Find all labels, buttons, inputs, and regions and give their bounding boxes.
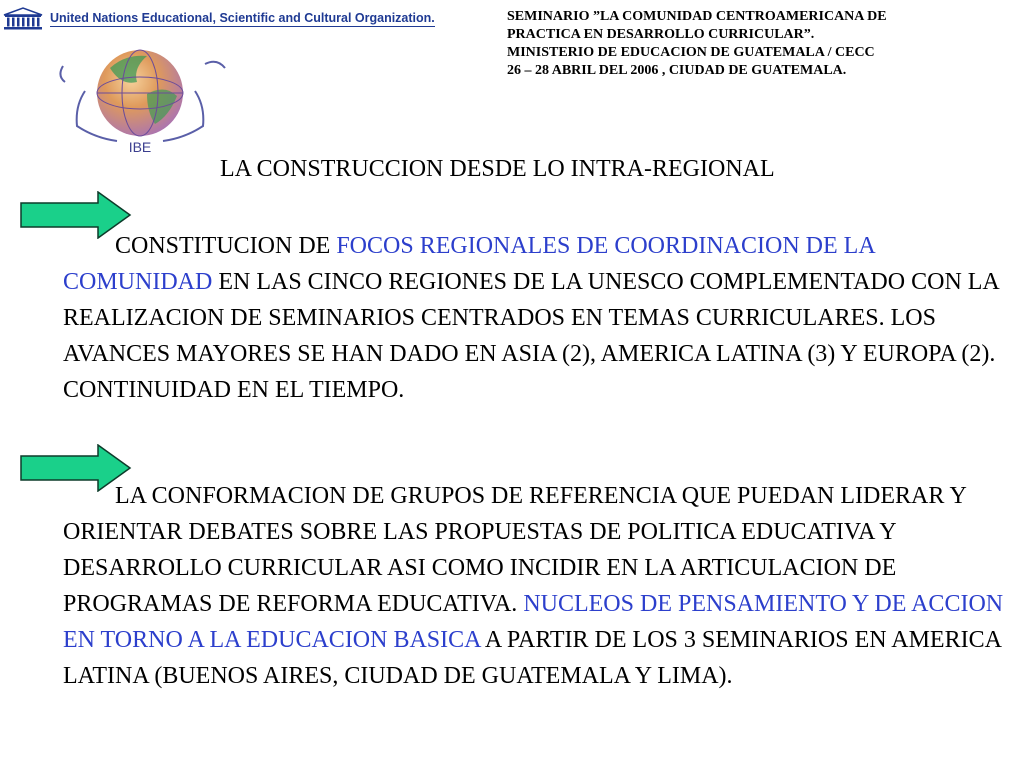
organization-name: United Nations Educational, Scientific and Cultural Organization. [50,11,435,25]
seminar-line-4: 26 – 28 ABRIL DEL 2006 , CIUDAD DE GUATEMALA. [507,63,847,78]
unesco-header [0,6,435,32]
slide-title: LA CONSTRUCCION DESDE LO INTRA-REGIONAL [220,156,775,182]
ibe-label: IBE [128,139,152,155]
point-2-text-after: A PARTIR DE LOS 3 SEMINARIOS EN AMERICA LATINA (BUENOS AIRES, CIUDAD DE GUATEMALA Y LIMA). [63,627,1001,689]
point-1-highlight: FOCOS REGIONALES DE COORDINACION DE LA COMUNIDAD [63,233,875,295]
seminar-line-1: SEMINARIO ”LA COMUNIDAD CENTROAMERICANA DE [507,9,887,24]
unesco-temple-logo-icon [2,7,44,31]
point-2-text-before: LA CONFORMACION DE GRUPOS DE REFERENCIA QUE PUEDAN LIDERAR Y ORIENTAR DEBATES SOBRE LAS PROPUESTAS DE POLITICA EDUCATIVA Y DESARROLLO CURRICULAR ASI COMO INCIDIR EN LA ARTICULACION DE PROGRAMAS DE REFORMA EDUCATIVA. [63,483,966,617]
seminar-line-3: MINISTERIO DE EDUCACION DE GUATEMALA / CECC [507,45,875,60]
point-1-text-after: EN LAS CINCO REGIONES DE LA UNESCO COMPLEMENTADO CON LA REALIZACION DE SEMINARIOS CENTRADOS EN TEMAS CURRICULARES. LOS AVANCES MAYORES SE HAN DADO EN ASIA (2), AMERICA LATINA (3) Y EUROPA (2). CONTINUIDAD EN EL TIEMPO. [63,269,999,403]
bullet-point-2 [63,478,1018,694]
bullet-point-1 [63,228,1018,408]
ibe-logo [55,46,230,158]
seminar-info [507,8,1017,80]
seminar-line-2: PRACTICA EN DESARROLLO CURRICULAR”. [507,27,815,42]
point-2-highlight: NUCLEOS DE PENSAMIENTO Y DE ACCION EN TORNO A LA EDUCACION BASICA [63,591,1004,653]
point-1-text-before: CONSTITUCION DE [115,233,337,259]
